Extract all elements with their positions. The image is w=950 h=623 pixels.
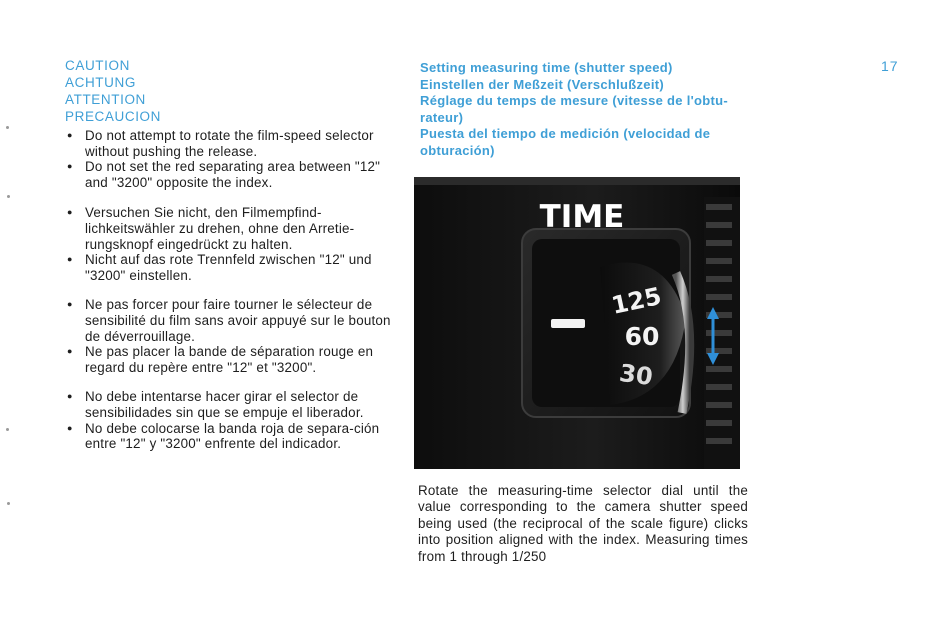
scan-speck <box>7 502 10 505</box>
list-item: ● Ne pas forcer pour faire tourner le sélecteur de sensibilité du film sans avoir appuyé sur le bouton de déverrouillage. <box>65 297 395 344</box>
section-headings <box>420 60 750 159</box>
time-label: TIME <box>539 199 625 235</box>
scan-speck <box>6 126 9 129</box>
list-item: ● Do not attempt to rotate the film-speed selector without pushing the release. <box>65 128 395 159</box>
caution-heading-fr: ATTENTION <box>65 92 146 107</box>
caution-list-es <box>65 389 395 451</box>
heading-fr: Réglage du temps de mesure (vitesse de l'obtu-rateur) <box>420 93 729 125</box>
caution-heading-es: PRECAUCION <box>65 109 162 124</box>
caution-heading-de: ACHTUNG <box>65 75 136 90</box>
scan-speck <box>7 195 10 198</box>
page-number: 17 <box>881 58 899 74</box>
knurled-edge <box>704 197 740 469</box>
dial-value-60: 60 <box>624 322 660 351</box>
time-dial-photo <box>414 177 740 469</box>
heading-es: Puesta del tiempo de medición (velocidad de obturación) <box>420 126 711 158</box>
list-item: ● Ne pas placer la bande de séparation rouge en regard du repère entre "12" et "3200". <box>65 344 395 375</box>
time-dial-illustration <box>414 177 740 469</box>
list-item: ● Versuchen Sie nicht, den Filmempfind-lichkeitswähler zu drehen, ohne den Arretie-rungsknopf eingedrückt zu halten. <box>65 205 395 252</box>
top-ledge <box>414 177 740 185</box>
heading-en: Setting measuring time (shutter speed) <box>420 60 673 75</box>
list-item: ● Nicht auf das rote Trennfeld zwischen "12" und "3200" einstellen. <box>65 252 395 283</box>
caution-section <box>65 57 395 452</box>
list-item: ● No debe intentarse hacer girar el selector de sensibilidades sin que se empuje el liberador. <box>65 389 395 420</box>
list-item: ● Do not set the red separating area between "12" and "3200" opposite the index. <box>65 159 395 190</box>
caution-list-de <box>65 205 395 283</box>
caution-list-en <box>65 128 395 190</box>
heading-de: Einstellen der Meßzeit (Verschlußzeit) <box>420 76 665 92</box>
list-item: ● No debe colocarse la banda roja de separa-ción entre "12" y "3200" enfrente del indicador. <box>65 421 395 452</box>
scan-speck <box>6 428 9 431</box>
dial-value-125: 125 <box>608 282 664 320</box>
index-mark <box>551 319 585 328</box>
dial-value-30: 30 <box>617 358 655 392</box>
caution-heading-en: CAUTION <box>65 58 130 73</box>
caution-list-fr <box>65 297 395 375</box>
caption-text: Rotate the measuring-time selector dial until the value corresponding to the camera shutter speed being used (the reciprocal of the scale figure) clicks into position aligned with the index. Measuring times from 1 through 1/250 <box>418 483 748 564</box>
